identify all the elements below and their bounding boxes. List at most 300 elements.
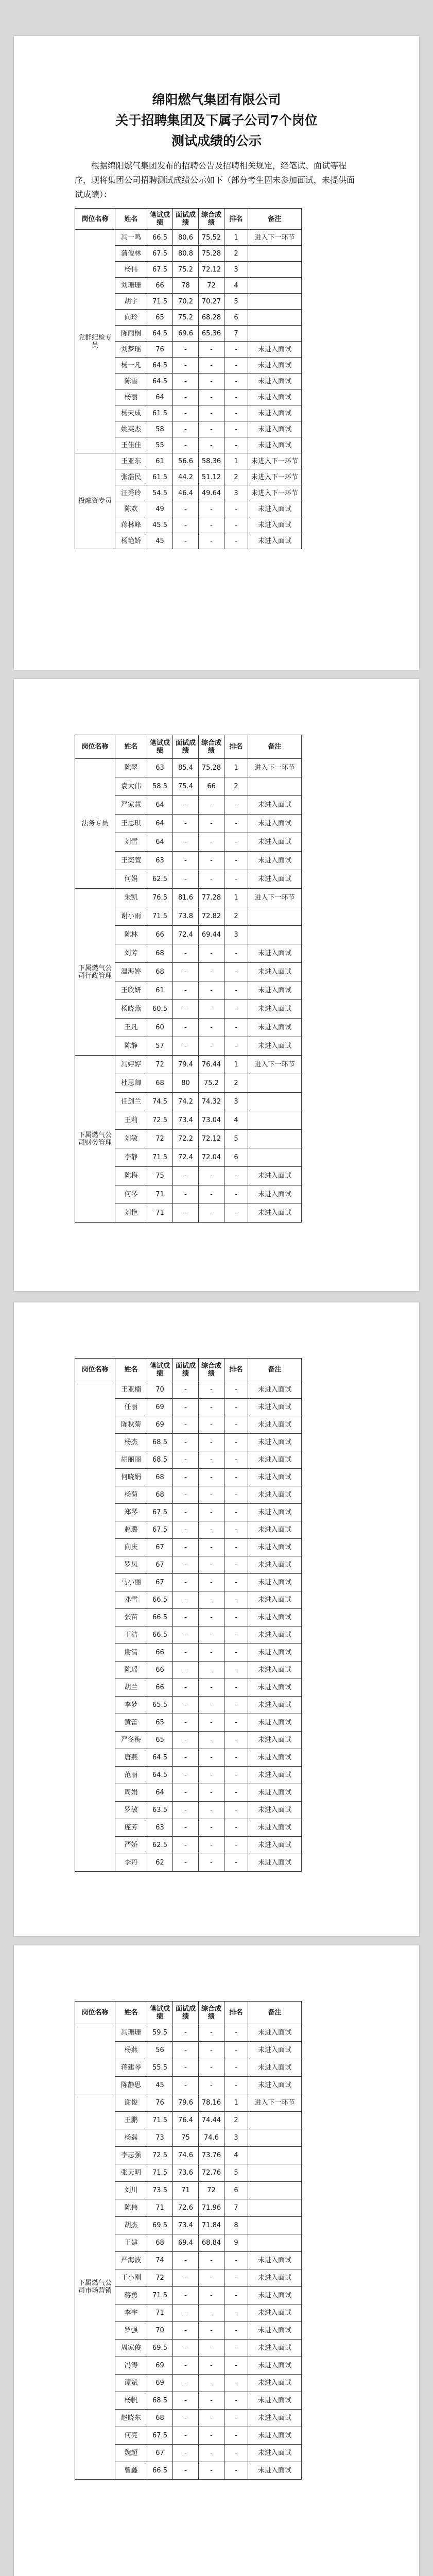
score-table	[75, 2001, 302, 2480]
interview-score-cell: -	[173, 1662, 199, 1679]
candidate-name-cell: 严娇	[115, 1837, 147, 1854]
written-score-cell: 68.5	[147, 2392, 173, 2410]
written-score-cell: 71.5	[147, 2287, 173, 2304]
interview-score-cell: -	[173, 1469, 199, 1486]
rank-cell: -	[224, 2340, 248, 2357]
written-score-cell: 71.5	[147, 907, 173, 926]
interview-score-cell: -	[173, 833, 199, 852]
candidate-name-cell: 王亚楠	[115, 1381, 147, 1399]
total-score-cell: -	[199, 1167, 224, 1185]
interview-score-cell: -	[173, 815, 199, 833]
rank-cell: -	[224, 421, 248, 437]
written-score-cell: 63	[147, 1819, 173, 1837]
written-score-cell: 66.5	[147, 230, 173, 246]
interview-score-cell: 73.8	[173, 907, 199, 926]
total-score-cell: -	[199, 1609, 224, 1626]
rank-cell: -	[224, 1749, 248, 1767]
rank-cell: -	[224, 1854, 248, 1872]
rank-cell: -	[224, 1837, 248, 1854]
column-header: 面试成绩	[173, 2002, 199, 2024]
table-header-row	[75, 1359, 302, 1381]
rank-cell: 1	[224, 759, 248, 777]
interview-score-cell: 73.4	[173, 2217, 199, 2234]
total-score-cell: 49.64	[199, 485, 224, 501]
candidate-name-cell: 刘芳	[115, 944, 147, 963]
interview-score-cell: -	[173, 1854, 199, 1872]
interview-score-cell: -	[173, 1749, 199, 1767]
total-score-cell: -	[199, 852, 224, 870]
written-score-cell: 71.5	[147, 294, 173, 310]
total-score-cell: 65.36	[199, 326, 224, 342]
written-score-cell: 72	[147, 1056, 173, 1074]
candidate-name-cell: 刘珊珊	[115, 278, 147, 294]
rank-cell: -	[224, 1732, 248, 1749]
total-score-cell: -	[199, 1399, 224, 1416]
total-score-cell: -	[199, 342, 224, 358]
remark-cell	[248, 777, 302, 796]
total-score-cell: -	[199, 437, 224, 453]
candidate-name-cell: 向庆	[115, 1539, 147, 1556]
written-score-cell: 64	[147, 796, 173, 815]
remark-cell: 未进入面试	[248, 1204, 302, 1223]
candidate-name-cell: 刘雪	[115, 833, 147, 852]
interview-score-cell: -	[173, 2059, 199, 2077]
written-score-cell: 74.5	[147, 1093, 173, 1111]
interview-score-cell: -	[173, 870, 199, 889]
column-header: 岗位名称	[75, 1359, 115, 1381]
position-name-cell: 下属燃气公司财务管理	[75, 1056, 115, 1223]
remark-cell: 未进入面试	[248, 389, 302, 405]
candidate-name-cell: 杨天成	[115, 405, 147, 421]
written-score-cell: 56	[147, 2042, 173, 2059]
candidate-name-cell: 王佳佳	[115, 437, 147, 453]
written-score-cell: 58.5	[147, 777, 173, 796]
interview-score-cell: 80	[173, 1074, 199, 1093]
remark-cell: 未进入面试	[248, 1019, 302, 1037]
candidate-name-cell: 蒋勇	[115, 2287, 147, 2304]
total-score-cell: -	[199, 1732, 224, 1749]
written-score-cell: 64	[147, 833, 173, 852]
column-header: 岗位名称	[75, 735, 115, 759]
rank-cell: -	[224, 944, 248, 963]
candidate-name-cell: 袁大伟	[115, 777, 147, 796]
total-score-cell: -	[199, 1381, 224, 1399]
rank-cell: -	[224, 1521, 248, 1539]
remark-cell: 未进入面试	[248, 2340, 302, 2357]
remark-cell: 未进入面试	[248, 358, 302, 374]
document-page-4	[14, 1945, 419, 2576]
written-score-cell: 60	[147, 1019, 173, 1037]
rank-cell: -	[224, 405, 248, 421]
total-score-cell: -	[199, 358, 224, 374]
candidate-name-cell: 陈梅	[115, 1167, 147, 1185]
rank-cell: -	[224, 1469, 248, 1486]
remark-cell: 未进入面试	[248, 2059, 302, 2077]
remark-cell: 未进入面试	[248, 2269, 302, 2287]
total-score-cell: -	[199, 517, 224, 533]
remark-cell	[248, 926, 302, 944]
interview-score-cell: -	[173, 2445, 199, 2462]
written-score-cell: 64	[147, 815, 173, 833]
remark-cell	[248, 2164, 302, 2182]
rank-cell: 6	[224, 1148, 248, 1167]
remark-cell: 未进入面试	[248, 796, 302, 815]
candidate-name-cell: 蒋建琴	[115, 2059, 147, 2077]
written-score-cell: 66	[147, 1662, 173, 1679]
interview-score-cell: -	[173, 963, 199, 981]
candidate-name-cell: 王凡	[115, 1019, 147, 1037]
candidate-name-cell: 李梦	[115, 1697, 147, 1714]
candidate-name-cell: 周娟	[115, 1784, 147, 1802]
interview-score-cell: -	[173, 2322, 199, 2340]
written-score-cell: 67	[147, 2445, 173, 2462]
rank-cell: 3	[224, 485, 248, 501]
candidate-name-cell: 魏超	[115, 2445, 147, 2462]
candidate-name-cell: 杜思卿	[115, 1074, 147, 1093]
rank-cell: -	[224, 1434, 248, 1451]
total-score-cell: 73.76	[199, 2147, 224, 2164]
rank-cell: 2	[224, 777, 248, 796]
position-name-cell	[75, 2024, 115, 2094]
total-score-cell: -	[199, 1714, 224, 1732]
written-score-cell: 65.5	[147, 1697, 173, 1714]
candidate-name-cell: 何晓娟	[115, 1469, 147, 1486]
column-header: 面试成绩	[173, 1359, 199, 1381]
written-score-cell: 64.5	[147, 1767, 173, 1784]
remark-cell: 未进入面试	[248, 2462, 302, 2480]
interview-score-cell: 73.6	[173, 2164, 199, 2182]
interview-score-cell: -	[173, 342, 199, 358]
written-score-cell: 66	[147, 278, 173, 294]
total-score-cell: -	[199, 2024, 224, 2042]
rank-cell: -	[224, 2042, 248, 2059]
candidate-name-cell: 何琴	[115, 1185, 147, 1204]
total-score-cell: -	[199, 2410, 224, 2427]
candidate-name-cell: 杨磊	[115, 2129, 147, 2147]
interview-score-cell: 79.4	[173, 1056, 199, 1074]
remark-cell: 未进入面试	[248, 2357, 302, 2375]
total-score-cell: -	[199, 1802, 224, 1819]
interview-score-cell: -	[173, 2077, 199, 2094]
interview-score-cell: 80.6	[173, 230, 199, 246]
table-row	[75, 2024, 302, 2042]
rank-cell: -	[224, 1504, 248, 1521]
written-score-cell: 67.5	[147, 2427, 173, 2445]
written-score-cell: 73	[147, 2129, 173, 2147]
column-header: 备注	[248, 1359, 302, 1381]
written-score-cell: 68	[147, 963, 173, 981]
remark-cell	[248, 2147, 302, 2164]
remark-cell: 未进入面试	[248, 1644, 302, 1662]
candidate-name-cell: 刘川	[115, 2182, 147, 2199]
remark-cell: 未进入面试	[248, 1504, 302, 1521]
total-score-cell: -	[199, 1854, 224, 1872]
remark-cell: 未进入面试	[248, 1539, 302, 1556]
written-score-cell: 69.5	[147, 2217, 173, 2234]
total-score-cell: -	[199, 2462, 224, 2480]
candidate-name-cell: 李静	[115, 1148, 147, 1167]
candidate-name-cell: 刘梦瑶	[115, 342, 147, 358]
score-table-4	[75, 2001, 358, 2480]
total-score-cell: -	[199, 1521, 224, 1539]
rank-cell: -	[224, 1167, 248, 1185]
total-score-cell: 74.32	[199, 1093, 224, 1111]
total-score-cell: -	[199, 2427, 224, 2445]
total-score-cell: 70.27	[199, 294, 224, 310]
total-score-cell: -	[199, 2269, 224, 2287]
position-name-cell: 法务专员	[75, 759, 115, 889]
table-header-row	[75, 209, 302, 230]
candidate-name-cell: 谢清	[115, 1644, 147, 1662]
remark-cell: 未进入面试	[248, 2042, 302, 2059]
remark-cell	[248, 907, 302, 926]
rank-cell: -	[224, 1767, 248, 1784]
interview-score-cell: -	[173, 1714, 199, 1732]
total-score-cell: 51.12	[199, 469, 224, 485]
interview-score-cell: 69.4	[173, 2234, 199, 2252]
total-score-cell: -	[199, 1504, 224, 1521]
written-score-cell: 72	[147, 2269, 173, 2287]
interview-score-cell: 70.2	[173, 294, 199, 310]
written-score-cell: 72	[147, 1130, 173, 1148]
total-score-cell: 74.6	[199, 2129, 224, 2147]
total-score-cell: -	[199, 796, 224, 815]
candidate-name-cell: 罗凤	[115, 1556, 147, 1574]
rank-cell: 4	[224, 2147, 248, 2164]
rank-cell: -	[224, 517, 248, 533]
candidate-name-cell: 冯婷婷	[115, 1056, 147, 1074]
written-score-cell: 66.5	[147, 1609, 173, 1626]
remark-cell: 未进入面试	[248, 1837, 302, 1854]
written-score-cell: 67.5	[147, 1521, 173, 1539]
total-score-cell: 73.04	[199, 1111, 224, 1130]
candidate-name-cell: 李宇	[115, 2304, 147, 2322]
candidate-name-cell: 邓雪	[115, 1591, 147, 1609]
interview-score-cell: -	[173, 1837, 199, 1854]
interview-score-cell: -	[173, 1204, 199, 1223]
remark-cell: 未进入下一环节	[248, 453, 302, 469]
candidate-name-cell: 周家俊	[115, 2340, 147, 2357]
written-score-cell: 76	[147, 2094, 173, 2112]
remark-cell: 未进入面试	[248, 2392, 302, 2410]
remark-cell: 未进入面试	[248, 1469, 302, 1486]
rank-cell: -	[224, 963, 248, 981]
rank-cell: 7	[224, 2199, 248, 2217]
remark-cell: 未进入面试	[248, 2445, 302, 2462]
interview-score-cell: -	[173, 1451, 199, 1469]
interview-score-cell: -	[173, 1644, 199, 1662]
remark-cell: 未进入面试	[248, 2024, 302, 2042]
total-score-cell: -	[199, 2042, 224, 2059]
written-score-cell: 62.5	[147, 870, 173, 889]
rank-cell: -	[224, 2059, 248, 2077]
remark-cell: 未进入面试	[248, 1662, 302, 1679]
rank-cell: 2	[224, 246, 248, 262]
rank-cell: -	[224, 2077, 248, 2094]
candidate-name-cell: 胡杰	[115, 2217, 147, 2234]
remark-cell	[248, 262, 302, 278]
interview-score-cell: -	[173, 2392, 199, 2410]
candidate-name-cell: 赵璐	[115, 1521, 147, 1539]
rank-cell: 3	[224, 262, 248, 278]
rank-cell: 1	[224, 1056, 248, 1074]
candidate-name-cell: 冯珊珊	[115, 2024, 147, 2042]
rank-cell: -	[224, 2445, 248, 2462]
candidate-name-cell: 张天明	[115, 2164, 147, 2182]
interview-score-cell: -	[173, 1521, 199, 1539]
remark-cell: 未进入面试	[248, 2427, 302, 2445]
candidate-name-cell: 胡宇	[115, 294, 147, 310]
total-score-cell: -	[199, 1749, 224, 1767]
candidate-name-cell: 杨晓燕	[115, 1000, 147, 1019]
total-score-cell: -	[199, 2077, 224, 2094]
candidate-name-cell: 唐燕	[115, 1749, 147, 1767]
interview-score-cell: -	[173, 1591, 199, 1609]
written-score-cell: 71.5	[147, 2164, 173, 2182]
total-score-cell: -	[199, 1591, 224, 1609]
table-row	[75, 1381, 302, 1399]
written-score-cell: 64	[147, 389, 173, 405]
candidate-name-cell: 姚英杰	[115, 421, 147, 437]
remark-cell: 未进入面试	[248, 2322, 302, 2340]
total-score-cell: -	[199, 1662, 224, 1679]
interview-score-cell: 73.4	[173, 1111, 199, 1130]
candidate-name-cell: 王思琪	[115, 815, 147, 833]
interview-score-cell: -	[173, 1019, 199, 1037]
candidate-name-cell: 何亮	[115, 2427, 147, 2445]
rank-cell: -	[224, 1784, 248, 1802]
score-table	[75, 735, 302, 1223]
remark-cell: 未进入下一环节	[248, 469, 302, 485]
total-score-cell: -	[199, 963, 224, 981]
table-row	[75, 1056, 302, 1074]
document-page-3	[14, 1302, 419, 1936]
candidate-name-cell: 罗敏	[115, 1802, 147, 1819]
candidate-name-cell: 赵晓东	[115, 2410, 147, 2427]
rank-cell: -	[224, 796, 248, 815]
interview-score-cell: -	[173, 796, 199, 815]
interview-score-cell: -	[173, 1486, 199, 1504]
rank-cell: -	[224, 2304, 248, 2322]
total-score-cell: -	[199, 1679, 224, 1697]
candidate-name-cell: 王小刚	[115, 2269, 147, 2287]
total-score-cell: -	[199, 1556, 224, 1574]
interview-score-cell: -	[173, 2304, 199, 2322]
candidate-name-cell: 胡兰	[115, 1679, 147, 1697]
candidate-name-cell: 严家慧	[115, 796, 147, 815]
remark-cell	[248, 1130, 302, 1148]
candidate-name-cell: 任剑兰	[115, 1093, 147, 1111]
candidate-name-cell: 陈静思	[115, 2077, 147, 2094]
written-score-cell: 73.5	[147, 2182, 173, 2199]
interview-score-cell: -	[173, 852, 199, 870]
score-table-1	[75, 208, 358, 549]
total-score-cell: 72.82	[199, 907, 224, 926]
candidate-name-cell: 陈林	[115, 926, 147, 944]
column-header: 姓名	[115, 2002, 147, 2024]
candidate-name-cell: 向玲	[115, 310, 147, 326]
rank-cell: 1	[224, 889, 248, 907]
interview-score-cell: -	[173, 1626, 199, 1644]
written-score-cell: 67.5	[147, 246, 173, 262]
interview-score-cell: -	[173, 1767, 199, 1784]
written-score-cell: 75	[147, 1167, 173, 1185]
remark-cell: 未进入面试	[248, 963, 302, 981]
total-score-cell: 75.52	[199, 230, 224, 246]
candidate-name-cell: 冯涛	[115, 2357, 147, 2375]
rank-cell: -	[224, 1204, 248, 1223]
total-score-cell: 78.16	[199, 2094, 224, 2112]
candidate-name-cell: 黄蕾	[115, 1714, 147, 1732]
interview-score-cell: -	[173, 2357, 199, 2375]
remark-cell: 进入下一环节	[248, 759, 302, 777]
interview-score-cell: -	[173, 2287, 199, 2304]
interview-score-cell: 78	[173, 278, 199, 294]
rank-cell: -	[224, 389, 248, 405]
written-score-cell: 76	[147, 342, 173, 358]
remark-cell: 未进入面试	[248, 833, 302, 852]
remark-cell: 未进入下一环节	[248, 485, 302, 501]
total-score-cell: -	[199, 2375, 224, 2392]
total-score-cell: 75.2	[199, 1074, 224, 1093]
interview-score-cell: -	[173, 2340, 199, 2357]
written-score-cell: 66	[147, 926, 173, 944]
candidate-name-cell: 朱凯	[115, 889, 147, 907]
total-score-cell: 72	[199, 278, 224, 294]
interview-score-cell: 71	[173, 2182, 199, 2199]
total-score-cell: -	[199, 1837, 224, 1854]
rank-cell: -	[224, 1697, 248, 1714]
document-page-1	[14, 36, 419, 670]
table-row	[75, 759, 302, 777]
written-score-cell: 68.5	[147, 1434, 173, 1451]
rank-cell: 1	[224, 230, 248, 246]
remark-cell: 未进入面试	[248, 1574, 302, 1591]
written-score-cell: 65	[147, 310, 173, 326]
interview-score-cell: 75.2	[173, 310, 199, 326]
total-score-cell: -	[199, 1000, 224, 1019]
interview-score-cell: -	[173, 1732, 199, 1749]
total-score-cell: -	[199, 1539, 224, 1556]
column-header: 综合成绩	[199, 735, 224, 759]
column-header: 备注	[248, 209, 302, 230]
score-table	[75, 208, 302, 549]
remark-cell: 进入下一环节	[248, 230, 302, 246]
interview-score-cell: -	[173, 1802, 199, 1819]
candidate-name-cell: 王鹏	[115, 2112, 147, 2129]
rank-cell: -	[224, 1802, 248, 1819]
candidate-name-cell: 罗强	[115, 2322, 147, 2340]
column-header: 排名	[224, 735, 248, 759]
rank-cell: 2	[224, 907, 248, 926]
total-score-cell: 72.04	[199, 1148, 224, 1167]
remark-cell: 未进入面试	[248, 421, 302, 437]
written-score-cell: 67	[147, 1574, 173, 1591]
remark-cell: 未进入面试	[248, 2304, 302, 2322]
remark-cell: 未进入面试	[248, 852, 302, 870]
candidate-name-cell: 张浩民	[115, 469, 147, 485]
document-page-2	[14, 679, 419, 1291]
interview-score-cell: -	[173, 1167, 199, 1185]
remark-cell	[248, 246, 302, 262]
column-header: 排名	[224, 2002, 248, 2024]
interview-score-cell: -	[173, 374, 199, 389]
candidate-name-cell: 杨杰	[115, 1434, 147, 1451]
candidate-name-cell: 谭斌	[115, 2375, 147, 2392]
rank-cell: 5	[224, 1130, 248, 1148]
interview-score-cell: 75.4	[173, 777, 199, 796]
candidate-name-cell: 刘艳	[115, 1204, 147, 1223]
